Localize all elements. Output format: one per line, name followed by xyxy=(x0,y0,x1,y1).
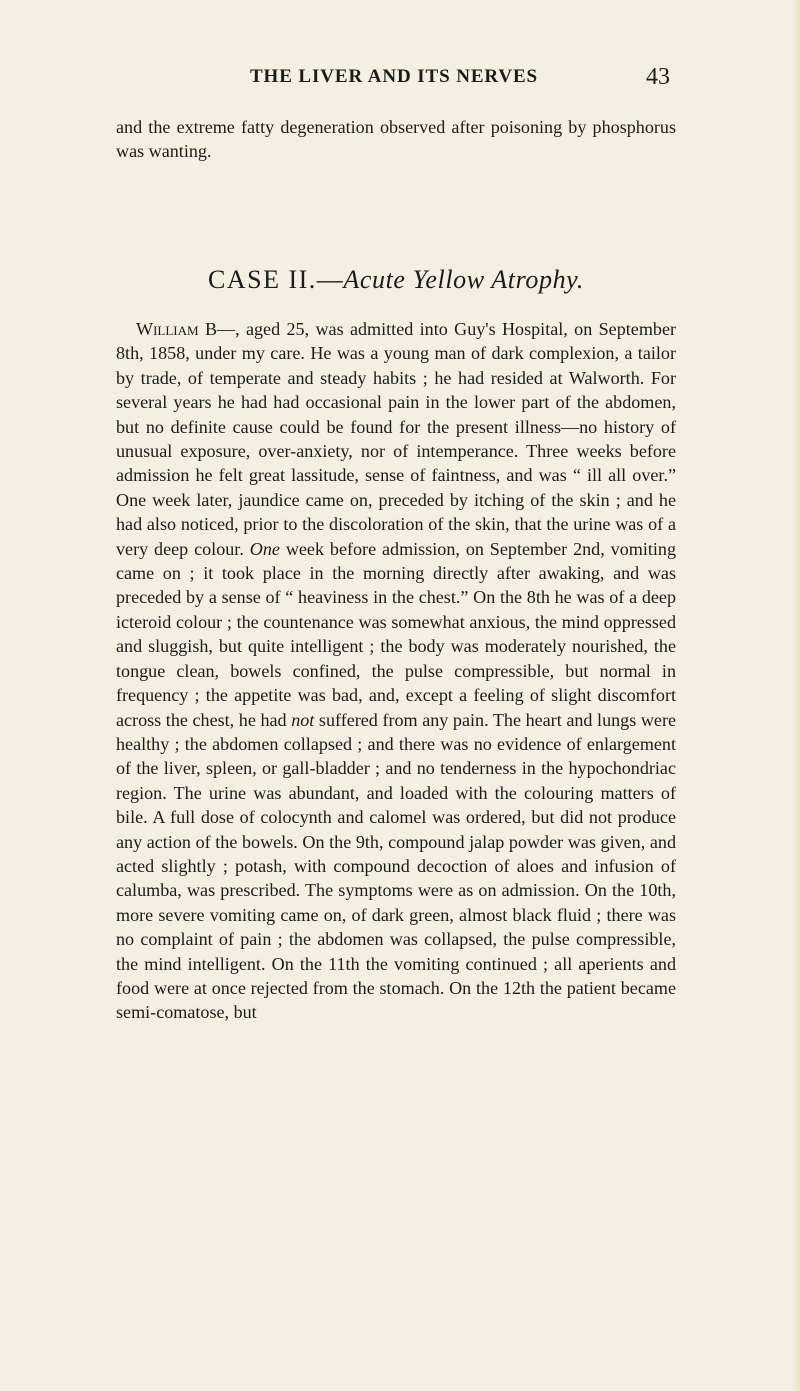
case-heading-dash: — xyxy=(316,265,344,294)
intro-paragraph xyxy=(116,115,676,164)
case-body-text-3: suffered from any pain. The heart and lungs were healthy ; the abdomen collapsed ; and there was no evidence of enlargement of the liver, spleen, or gall-bladder ; and no tenderness in the hypochondriac region. The urine was abundant, and loaded with the colouring matters of bile. A full dose of colocynth and calomel was ordered, but did not produce any action of the bowels. On the 9th, compound jalap powder was given, and acted slightly ; potash, with compound decoction of aloes and infusion of calumba, was prescribed. The symptoms were as on admission. On the 10th, more severe vomiting came on, of dark green, almost black fluid ; there was no complaint of pain ; the abdomen was collapsed, the pulse compressible, the mind intelligent. On the 11th the vomiting continued ; all aperients and food were at once rejected from the stomach. On the 12th the patient became semi-comatose, but xyxy=(116,709,676,1023)
emphasis-one: One xyxy=(249,538,280,559)
case-body-paragraph xyxy=(116,317,676,1025)
case-heading xyxy=(116,262,676,298)
case-label: CASE II. xyxy=(208,265,317,294)
case-body-text-1: B—, aged 25, was admitted into Guy's Hospital, on September 8th, 1858, under my care. He was a young man of dark complexion, a tailor by trade, of temperate and steady habits ; he had resided at Walworth. For several years he had had occasional pain in the lower part of the abdomen, but no definite cause could be found for the present illness—no history of unusual exposure, over-anxiety, nor of intemperance. Three weeks before admission he felt great lassitude, sense of faintness, and was “ ill all over.” One week later, jaundice came on, preceded by itching of the skin ; and he had also noticed, prior to the discoloration of the skin, that the urine was of a very deep colour. xyxy=(116,319,676,559)
emphasis-not: not xyxy=(291,709,315,730)
case-body-text-2: week before admission, on September 2nd, vomiting came on ; it took place in the morning directly after awaking, and was preceded by a sense of “ heaviness in the chest.” On the 8th he was of a deep icteroid colour ; the countenance was somewhat anxious, the mind oppressed and sluggish, but quite intelligent ; the body was moderately nourished, the tongue clean, bowels confined, the pulse compressible, but normal in frequency ; the appetite was bad, and, except a feeling of slight discomfort across the chest, he had xyxy=(116,538,676,730)
case-title: Acute Yellow Atrophy. xyxy=(343,265,584,294)
intro-text: and the extreme fatty degeneration observed after poisoning by phosphorus was wanting. xyxy=(116,117,676,162)
patient-name: William xyxy=(136,319,199,339)
case-body xyxy=(116,317,676,1025)
page-edge xyxy=(792,0,800,1391)
page-number: 43 xyxy=(646,64,670,90)
running-title: THE LIVER AND ITS NERVES xyxy=(249,66,539,87)
running-header xyxy=(0,62,800,92)
